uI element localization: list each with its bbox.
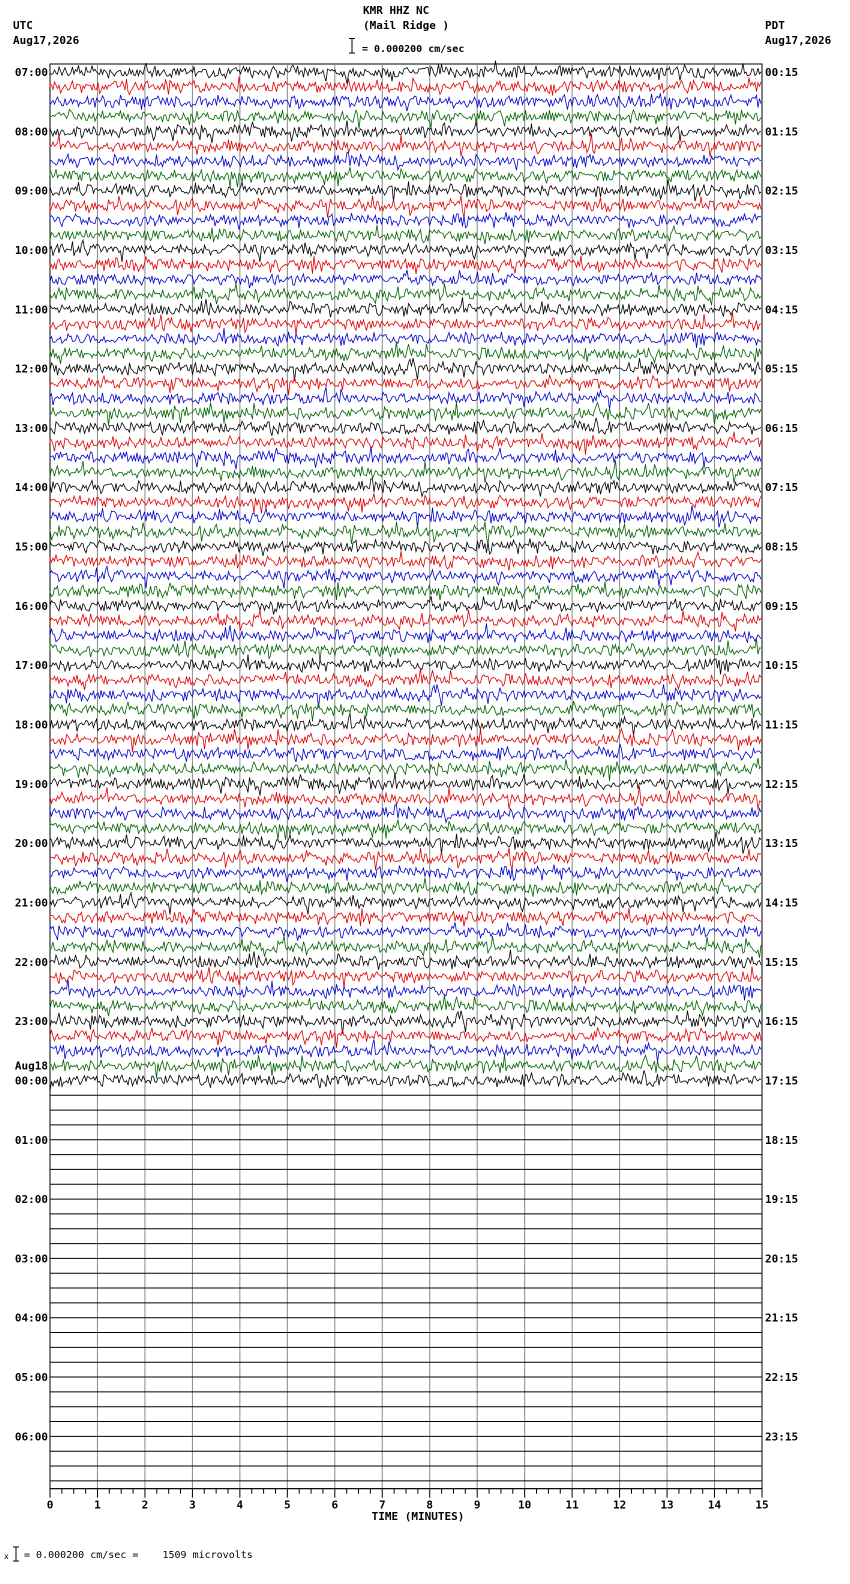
x-axis-label: TIME (MINUTES) — [371, 1510, 465, 1523]
footer-scale-icon — [4, 1546, 20, 1562]
right-timezone: PDT — [765, 19, 785, 32]
seismic-trace — [50, 551, 761, 570]
svg-text:x: x — [4, 1552, 9, 1561]
seismic-trace — [50, 684, 761, 707]
seismic-trace — [50, 936, 761, 958]
hour-label-pdt: 05:15 — [765, 362, 799, 376]
seismic-trace — [50, 744, 761, 762]
seismic-trace — [50, 312, 761, 335]
hour-label-utc: 07:00 — [14, 66, 48, 79]
seismic-trace — [50, 1040, 761, 1062]
hour-label-pdt: 11:15 — [765, 718, 799, 732]
hour-label-utc: 01:00 — [14, 1133, 48, 1147]
hour-label-utc: 23:00 — [14, 1015, 48, 1029]
seismic-trace — [50, 566, 761, 588]
seismic-trace — [50, 460, 761, 483]
seismic-trace — [50, 950, 761, 970]
seismic-trace — [50, 77, 761, 96]
hour-label-pdt: 02:15 — [765, 184, 799, 198]
hour-label-pdt: 07:15 — [765, 481, 799, 495]
seismic-trace — [50, 610, 761, 632]
hour-label-utc: 19:00 — [14, 777, 48, 791]
hour-label-pdt: 00:15 — [765, 66, 799, 79]
x-tick-label: 12 — [612, 1498, 627, 1512]
seismic-trace — [50, 773, 761, 796]
scale-label: = 0.000200 cm/sec — [362, 44, 465, 55]
seismic-trace — [50, 328, 761, 348]
seismic-trace — [50, 256, 761, 274]
seismic-trace — [50, 538, 761, 556]
hour-label-pdt: 21:15 — [765, 1311, 799, 1325]
seismic-trace — [50, 582, 761, 600]
hour-label-pdt: 15:15 — [765, 955, 799, 969]
seismic-trace — [50, 820, 761, 840]
seismic-trace — [50, 402, 761, 426]
hour-label-utc: 00:00 — [14, 1074, 48, 1088]
hour-label-utc: 06:00 — [14, 1430, 48, 1444]
seismic-trace — [50, 596, 761, 614]
hour-label-pdt: 23:15 — [765, 1430, 799, 1444]
footer-scale-label: = 0.000200 cm/sec = 1509 microvolts — [24, 1550, 253, 1561]
seismic-trace — [50, 922, 761, 940]
x-tick-label: 11 — [565, 1498, 579, 1512]
x-tick-label: 13 — [660, 1498, 674, 1512]
x-tick-label: 6 — [331, 1498, 339, 1512]
x-tick-label: 4 — [236, 1498, 244, 1512]
seismic-trace — [50, 522, 761, 544]
hour-label-pdt: 20:15 — [765, 1252, 799, 1266]
seismic-trace — [50, 654, 761, 674]
hour-label-pdt: 03:15 — [765, 243, 799, 257]
hour-label-pdt: 08:15 — [765, 540, 799, 554]
seismic-trace — [50, 1027, 761, 1047]
hour-label-utc: 10:00 — [14, 243, 48, 257]
hour-label-utc: 15:00 — [14, 540, 48, 554]
hour-label-pdt: 13:15 — [765, 837, 799, 851]
x-tick-label: 14 — [707, 1498, 722, 1512]
x-tick-label: 5 — [284, 1498, 291, 1512]
hour-label-utc: 17:00 — [14, 659, 48, 673]
seismic-trace — [50, 432, 761, 455]
hour-label-pdt: 12:15 — [765, 777, 799, 791]
hour-label-pdt: 06:15 — [765, 421, 799, 435]
hour-label-utc: 22:00 — [14, 955, 48, 969]
seismic-trace — [50, 167, 761, 187]
x-tick-label: 7 — [378, 1498, 386, 1512]
seismic-trace — [50, 284, 761, 306]
seismic-trace — [50, 93, 761, 111]
left-date: Aug17,2026 — [13, 34, 80, 47]
x-tick-label: 15 — [755, 1498, 769, 1512]
seismic-trace — [50, 212, 761, 230]
seismic-trace — [50, 758, 761, 781]
hour-label-utc: 03:00 — [14, 1252, 48, 1266]
seismic-trace — [50, 1011, 761, 1034]
hour-label-pdt: 18:15 — [765, 1133, 799, 1147]
hour-label-utc: 16:00 — [14, 599, 48, 613]
seismic-trace — [50, 418, 761, 436]
hour-label-pdt: 16:15 — [765, 1015, 799, 1029]
seismic-trace — [50, 967, 761, 989]
hour-label-utc: 08:00 — [14, 125, 48, 139]
hour-label-utc: 18:00 — [14, 718, 48, 732]
seismic-trace — [50, 1054, 761, 1078]
seismic-trace — [50, 713, 761, 735]
hour-label-pdt: 19:15 — [765, 1193, 799, 1207]
seismic-trace — [50, 225, 761, 244]
seismic-trace — [50, 848, 761, 870]
seismic-trace — [50, 120, 761, 143]
seismic-trace — [50, 639, 761, 662]
hour-label-pdt: 14:15 — [765, 896, 799, 910]
hour-label-utc: 02:00 — [14, 1193, 48, 1207]
hour-label-pdt: 17:15 — [765, 1074, 799, 1088]
seismic-trace — [50, 865, 761, 883]
seismic-trace — [50, 494, 761, 514]
seismic-trace — [50, 980, 761, 1001]
seismic-trace — [50, 375, 761, 395]
hour-label-utc: 13:00 — [14, 421, 48, 435]
hour-label-pdt: 09:15 — [765, 599, 799, 613]
hour-label-pdt: 22:15 — [765, 1371, 799, 1385]
seismic-trace — [50, 479, 761, 497]
seismic-trace — [50, 270, 761, 288]
date-change-label: Aug18 — [14, 1059, 48, 1073]
hour-label-utc: 12:00 — [14, 362, 48, 376]
seismic-trace — [50, 387, 761, 409]
x-tick-label: 1 — [94, 1498, 101, 1512]
seismic-trace — [50, 668, 761, 690]
seismic-trace — [50, 109, 761, 129]
station-location: (Mail Ridge ) — [363, 19, 450, 32]
x-tick-label: 0 — [46, 1498, 54, 1512]
seismic-trace — [50, 624, 761, 644]
hour-label-utc: 21:00 — [14, 896, 48, 910]
seismic-trace — [50, 787, 761, 810]
right-date: Aug17,2026 — [765, 34, 832, 47]
seismic-trace — [50, 179, 761, 202]
seismic-trace — [50, 832, 761, 855]
x-tick-label: 9 — [473, 1498, 481, 1512]
station-title: KMR HHZ NC — [363, 4, 430, 17]
x-tick-label: 3 — [189, 1498, 196, 1512]
seismic-trace — [50, 878, 761, 897]
hour-label-pdt: 04:15 — [765, 303, 799, 317]
x-tick-label: 2 — [141, 1498, 149, 1512]
seismic-trace — [50, 342, 761, 364]
seismic-trace — [50, 506, 761, 529]
seismic-trace — [50, 297, 761, 317]
hour-label-utc: 20:00 — [14, 837, 48, 851]
x-tick-label: 10 — [518, 1498, 532, 1512]
seismic-trace — [50, 805, 761, 823]
seismic-trace — [50, 196, 761, 218]
left-timezone: UTC — [13, 19, 33, 32]
seismic-trace — [50, 134, 761, 157]
hour-label-pdt: 01:15 — [765, 125, 799, 139]
hour-label-utc: 11:00 — [14, 303, 48, 317]
hour-label-utc: 05:00 — [14, 1371, 48, 1385]
seismic-trace — [50, 994, 761, 1016]
x-tick-label: 8 — [426, 1498, 434, 1512]
hour-label-pdt: 10:15 — [765, 659, 799, 673]
seismic-trace — [50, 908, 761, 926]
seismic-trace — [50, 152, 761, 170]
hour-label-utc: 04:00 — [14, 1311, 48, 1325]
seismic-trace — [50, 701, 761, 722]
hour-label-utc: 09:00 — [14, 184, 48, 198]
hour-label-utc: 14:00 — [14, 481, 48, 495]
